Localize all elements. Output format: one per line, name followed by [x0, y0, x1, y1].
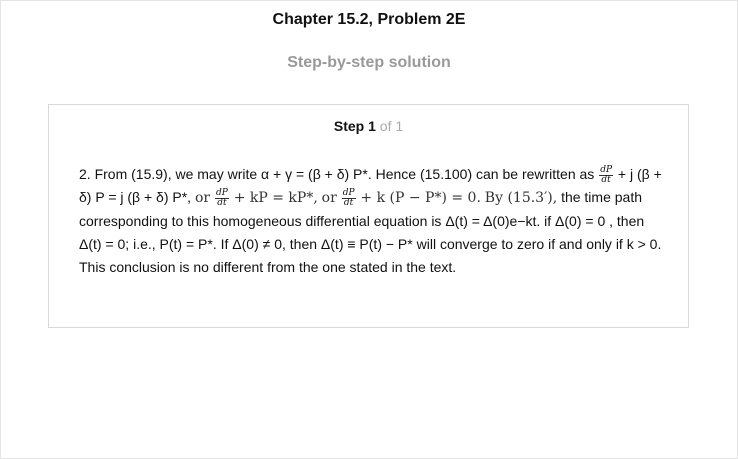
- solution-text: [79, 163, 663, 279]
- fraction-denominator: dt: [601, 174, 611, 185]
- math-equation: + kP = kP*,: [233, 190, 318, 206]
- fraction-numerator: dP: [215, 187, 228, 198]
- math-or: or: [321, 190, 337, 206]
- text-segment: (β + δ) P = j (β + δ) P*,: [79, 166, 662, 205]
- math-reference: By (15.3′),: [484, 190, 558, 206]
- step-header: [49, 118, 688, 134]
- text-segment: 2. From (15.9), we may write α + γ = (β + δ) P*. Hence (15.100) can be rewritten as: [79, 166, 595, 182]
- text-segment: the time path corresponding to this homogeneous differential equation is Δ(t) = Δ(0)e−kt. if Δ(0) = 0 , then Δ(t) = 0; i.e., P(t) = P*. If Δ(0) ≠ 0, then Δ(t) ≡ P(t) − P* will converge to zero if and only if k > 0. This conclusion is no different from the one stated in the text.: [79, 189, 662, 275]
- fraction-numerator: dP: [342, 187, 355, 198]
- step-label: Step: [333, 118, 365, 134]
- fraction-dp-dt: [215, 189, 229, 208]
- step-number: 1: [368, 118, 376, 134]
- math-or: or: [194, 190, 211, 206]
- fraction-denominator: dt: [343, 197, 354, 208]
- text-segment: + j: [617, 166, 634, 182]
- fraction-numerator: dP: [600, 164, 613, 175]
- fraction-dp-dt: [342, 189, 356, 208]
- solution-card: [48, 104, 689, 328]
- section-subtitle: Step-by-step solution: [287, 54, 451, 71]
- step-total: of 1: [379, 118, 404, 134]
- page-title: Chapter 15.2, Problem 2E: [272, 11, 466, 28]
- fraction-denominator: dt: [217, 197, 227, 208]
- fraction-dp-dt: [599, 166, 613, 185]
- math-equation: + k (P − P*) = 0.: [360, 190, 481, 206]
